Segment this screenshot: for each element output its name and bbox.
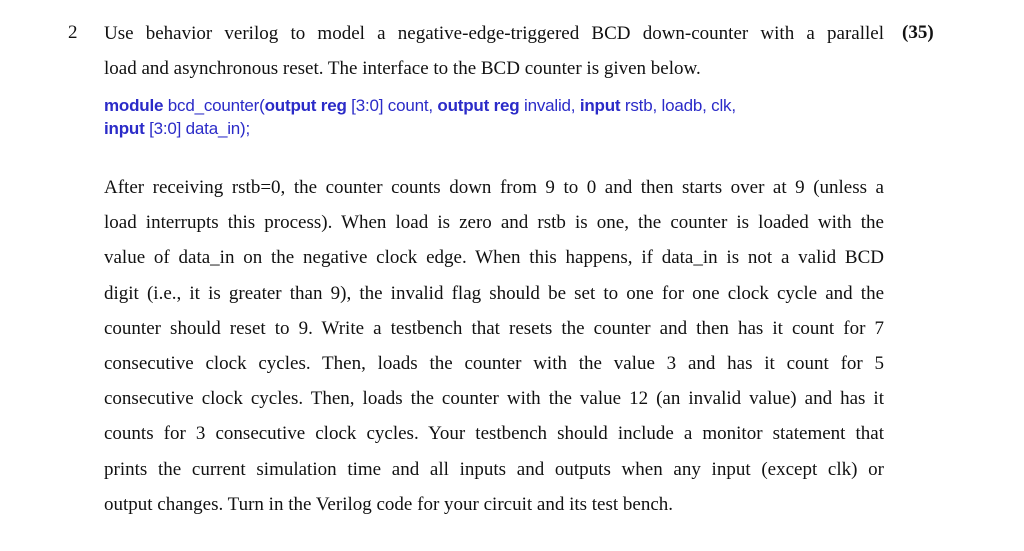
code-keyword: module <box>104 96 164 115</box>
code-keyword: output reg <box>264 96 347 115</box>
body-line: output changes. Turn in the Verilog code for your circuit and its test bench. <box>104 493 674 515</box>
body-line: counts for 3 consecutive clock cycles. Your testbench should include a monitor statement that <box>104 423 884 445</box>
code-text: invalid, <box>519 96 580 115</box>
code-keyword: input <box>104 119 145 138</box>
code-line-1 <box>104 94 736 117</box>
body-line: consecutive clock cycles. Then, loads the counter with the value 3 and has it count for 5 <box>104 353 884 374</box>
code-keyword: input <box>579 96 621 115</box>
body-line: counter should reset to 9. Write a testbench that resets the counter and then has it count for 7 <box>104 317 884 339</box>
code-keyword: output reg <box>437 96 520 115</box>
question-points: (35) <box>902 22 934 43</box>
code-text: rstb, loadb, clk, <box>620 96 736 115</box>
body-line: digit (i.e., it is greater than 9), the invalid flag should be set to one for one clock cycle and the <box>104 282 884 304</box>
code-text: [3:0] count, <box>346 96 438 115</box>
body-line: consecutive clock cycles. Then, loads the counter with the value 12 (an invalid value) and has it <box>104 388 884 410</box>
intro-line: Use behavior verilog to model a negative-edge-triggered BCD down-counter with a parallel <box>104 23 884 44</box>
intro-line: load and asynchronous reset. The interface to the BCD counter is given below. <box>104 58 701 79</box>
code-line-2 <box>104 117 250 140</box>
body-line: value of data_in on the negative clock edge. When this happens, if data_in is not a valid BCD <box>104 247 884 269</box>
code-text: [3:0] data_in); <box>144 119 251 138</box>
body-line: prints the current simulation time and all inputs and outputs when any input (except clk) or <box>104 458 884 480</box>
code-text: bcd_counter( <box>163 96 265 115</box>
body-line: After receiving rstb=0, the counter counts down from 9 to 0 and then starts over at 9 (unless a <box>104 177 884 198</box>
body-line: load interrupts this process). When load is zero and rstb is one, the counter is loaded with the <box>104 212 884 234</box>
question-number: 2 <box>68 22 78 43</box>
